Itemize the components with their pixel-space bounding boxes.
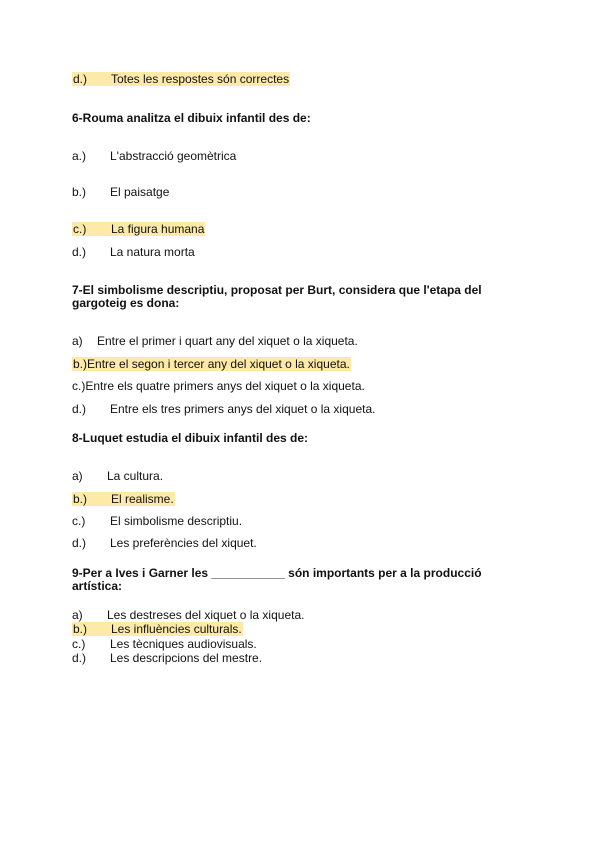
q7-option-c (72, 379, 365, 393)
option-label: c.) (72, 514, 86, 528)
option-text: La figura humana (111, 222, 205, 236)
option-label: c.) (72, 379, 86, 393)
option-text: Entre el primer i quart any del xiquet o la xiqueta. (97, 334, 358, 348)
option-text: El realisme. (111, 492, 174, 506)
q6-option-d (72, 245, 195, 259)
option-label: a.) (72, 149, 87, 163)
q6-question: 6-Rouma analitza el dibuix infantil des de: (72, 111, 311, 125)
option-label: a) (72, 469, 83, 483)
option-label: a) (72, 608, 83, 622)
q5-option-d (72, 72, 290, 86)
q6-option-c (72, 222, 205, 236)
option-text: Les preferències del xiquet. (110, 536, 257, 550)
q9-option-c (72, 637, 257, 651)
option-text: L'abstracció geomètrica (110, 149, 237, 163)
option-label: c.) (72, 637, 86, 651)
q9-question: 9-Per a Ives i Garner les ___________ són importants per a la producció artística: (72, 566, 482, 593)
option-label: d.) (73, 72, 88, 86)
option-label: d.) (72, 245, 87, 259)
option-text: Les tècniques audiovisuals. (110, 637, 257, 651)
q7-option-a (72, 334, 358, 348)
q8-question: 8-Luquet estudia el dibuix infantil des de: (72, 431, 309, 445)
option-text: Les influències culturals. (111, 622, 242, 636)
option-label: d.) (72, 402, 87, 416)
option-label: b.) (73, 357, 88, 371)
option-label: b.) (72, 185, 87, 199)
q6-option-b (72, 185, 169, 199)
option-text: La natura morta (110, 245, 195, 259)
q9-option-b (72, 622, 243, 636)
q9-option-a (72, 608, 304, 622)
q7-question: 7-El simbolisme descriptiu, proposat per Burt, considera que l'etapa del gargoteig es dona: (72, 283, 482, 310)
q8-option-a (72, 469, 163, 483)
option-label: b.) (73, 492, 88, 506)
option-text: El paisatge (110, 185, 170, 199)
option-text: El simbolisme descriptiu. (110, 514, 243, 528)
option-text: Les destreses del xiquet o la xiqueta. (107, 608, 305, 622)
q8-option-c (72, 514, 242, 528)
option-label: b.) (73, 622, 88, 636)
option-text: Totes les respostes són correctes (111, 72, 290, 86)
option-label: d.) (72, 536, 87, 550)
q8-option-d (72, 536, 257, 550)
option-text: La cultura. (107, 469, 164, 483)
q7-option-d (72, 402, 375, 416)
option-text: Entre els quatre primers anys del xiquet o la xiqueta. (85, 379, 365, 393)
option-label: d.) (72, 651, 87, 665)
q6-option-a (72, 149, 236, 163)
option-text: Entre els tres primers anys del xiquet o la xiqueta. (110, 402, 376, 416)
q8-option-b (72, 492, 175, 506)
option-text: Entre el segon i tercer any del xiquet o la xiqueta. (87, 357, 350, 371)
option-label: a) (72, 334, 83, 348)
option-label: c.) (73, 222, 87, 236)
option-text: Les descripcions del mestre. (110, 651, 263, 665)
q9-option-d (72, 651, 262, 665)
q7-option-b (72, 357, 351, 371)
